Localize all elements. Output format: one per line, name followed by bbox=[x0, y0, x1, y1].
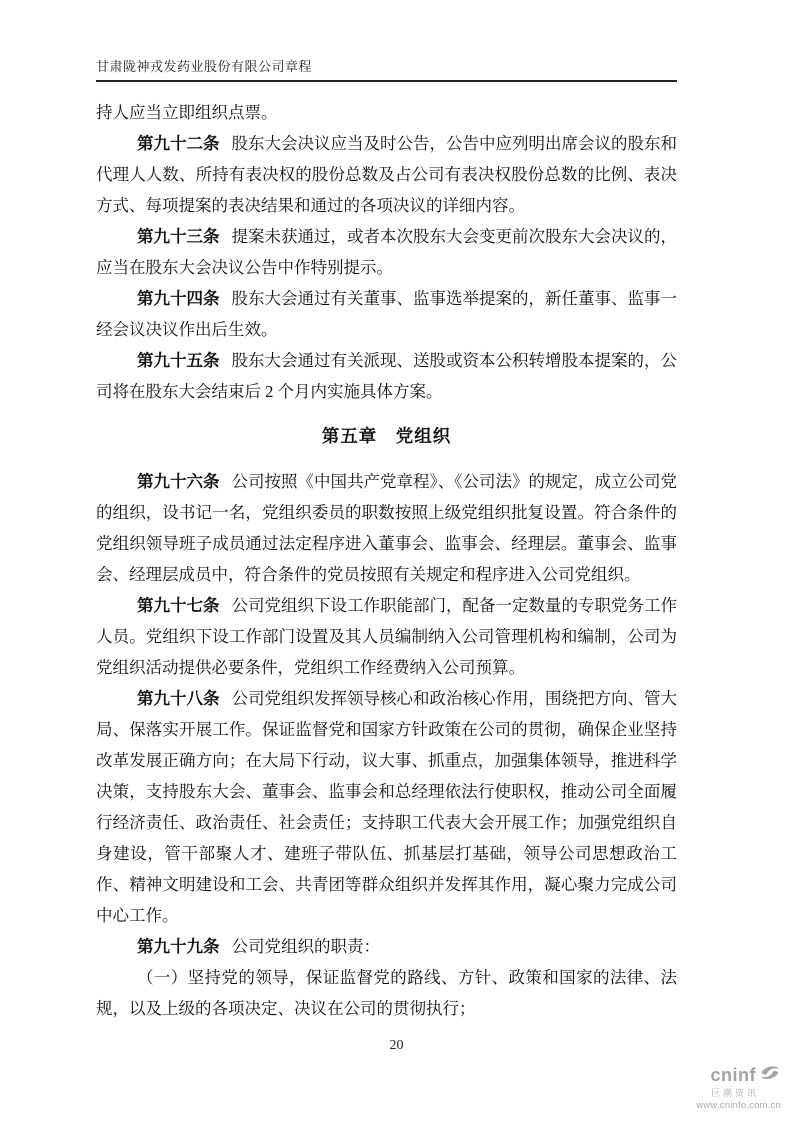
page-number: 20 bbox=[389, 1038, 404, 1053]
article-number: 第九十三条 bbox=[137, 227, 220, 246]
article-paragraph bbox=[96, 931, 677, 962]
article-text: 股东大会决议应当及时公告，公告中应列明出席会议的股东和代理人人数、所持有表决权的股份总数及占公司有表决权股份总数的比例、表决方式、每项提案的表决结果和通过的各项决议的详细内容。 bbox=[96, 134, 677, 215]
continuation-paragraph: 持人应当立即组织点票。 bbox=[96, 103, 278, 122]
article-number: 第九十二条 bbox=[137, 134, 220, 153]
article-paragraph bbox=[96, 466, 677, 590]
cninfo-logo-top bbox=[696, 1064, 781, 1086]
article-paragraph bbox=[96, 590, 677, 683]
article-text: 公司按照《中国共产党章程》、《公司法》的规定，成立公司党的组织，设书记一名，党组织委员的职数按照上级党组织批复设置。符合条件的党组织领导班子成员通过法定程序进入董事会、监事会、经理层。董事会、监事会、经理层成员中，符合条件的党员按照有关规定和程序进入公司党组织。 bbox=[96, 472, 677, 584]
article-paragraph bbox=[96, 345, 677, 407]
cninfo-logo bbox=[696, 1064, 781, 1111]
article-paragraph bbox=[96, 128, 677, 221]
article-text: 公司党组织的职责： bbox=[231, 937, 380, 956]
article-number: 第九十六条 bbox=[137, 472, 220, 491]
cninfo-chinese-name: 巨潮资讯 bbox=[710, 1088, 759, 1098]
article-paragraph bbox=[96, 221, 677, 283]
cninfo-brand-text: cninf bbox=[710, 1065, 756, 1085]
article-text: 公司党组织发挥领导核心和政治核心作用，围绕把方向、管大局、保落实开展工作。保证监督党和国家方针政策在公司的贯彻，确保企业坚持改革发展正确方向；在大局下行动，议大事、抓重点，加强集体领导，推进科学决策，支持股东大会、董事会、监事会和总经理依法行使职权，推动公司全面履行经济责任、政治责任、社会责任；支持职工代表大会开展工作；加强党组织自身建设，管干部聚人才、建班子带队伍、抓基层打基础，领导公司思想政治工作、精神文明建设和工会、共青团等群众组织并发挥其作用，凝心聚力完成公司中心工作。 bbox=[96, 689, 677, 925]
list-item-paragraph: （一）坚持党的领导，保证监督党的路线、方针、政策和国家的法律、法规，以及上级的各项决定、决议在公司的贯彻执行； bbox=[96, 968, 677, 1018]
article-paragraph bbox=[96, 283, 677, 345]
article-number: 第九十四条 bbox=[137, 289, 220, 308]
chapter-heading: 第五章 党组织 bbox=[321, 426, 452, 446]
article-text: 提案未获通过，或者本次股东大会变更前次股东大会决议的，应当在股东大会决议公告中作特别提示。 bbox=[96, 227, 677, 277]
article-text: 股东大会通过有关董事、监事选举提案的，新任董事、监事一经会议决议作出后生效。 bbox=[96, 289, 677, 339]
page-header bbox=[96, 56, 677, 82]
article-number: 第九十五条 bbox=[137, 351, 220, 370]
article-text: 公司党组织下设工作职能部门，配备一定数量的专职党务工作人员。党组织下设工作部门设置及其人员编制纳入公司管理机构和编制，公司为党组织活动提供必要条件，党组织工作经费纳入公司预算。 bbox=[96, 596, 677, 677]
cninfo-url: www.cninfo.com.cn bbox=[696, 1100, 781, 1111]
article-text: 股东大会通过有关派现、送股或资本公积转增股本提案的，公司将在股东大会结束后 2 个月内实施具体方案。 bbox=[96, 351, 677, 401]
article-number: 第九十七条 bbox=[137, 596, 220, 615]
document-body bbox=[96, 97, 677, 1024]
article-number: 第九十九条 bbox=[137, 937, 220, 956]
header-title: 甘肃陇神戎发药业股份有限公司章程 bbox=[96, 56, 677, 82]
article-number: 第九十八条 bbox=[137, 689, 220, 708]
cninfo-swirl-icon bbox=[759, 1064, 781, 1086]
article-paragraph bbox=[96, 683, 677, 931]
